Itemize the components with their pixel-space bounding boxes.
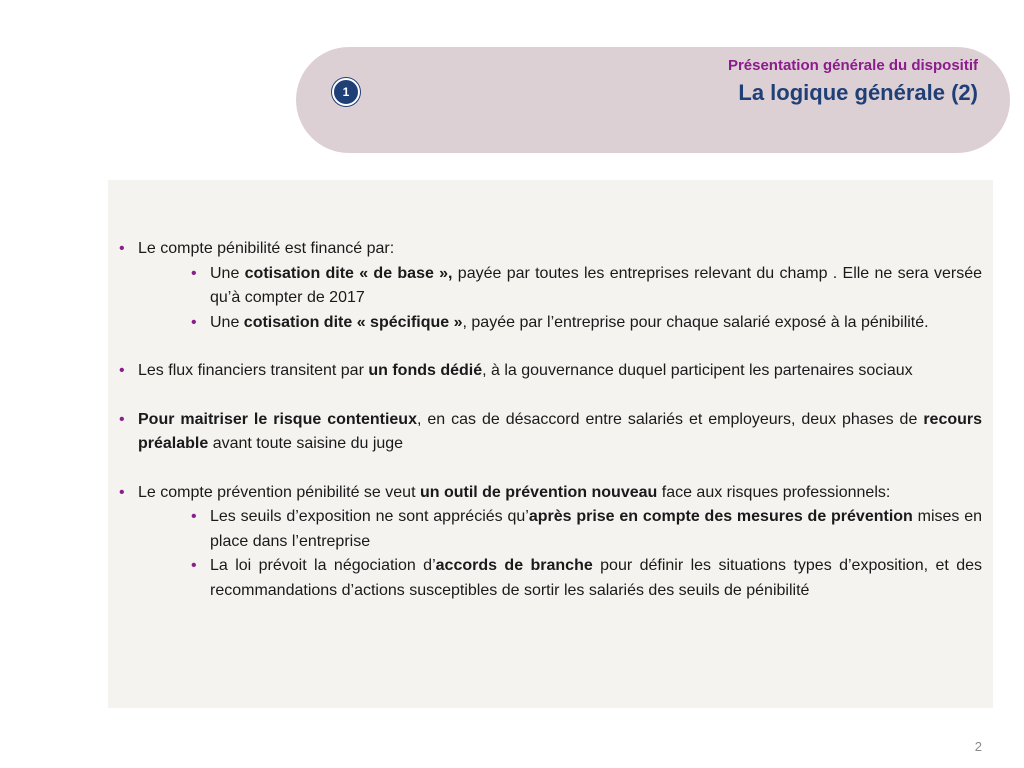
bullet-financing xyxy=(119,237,982,335)
sub-bullet-specific-contribution: • Une cotisation dite « spécifique », payée par l’entreprise pour chaque salarié exposé à la pénibilité. xyxy=(191,311,982,336)
emphasis: cotisation dite « spécifique » xyxy=(243,313,463,331)
bullet-financial-flows: • Les flux financiers transitent par un fonds dédié, à la gouvernance duquel participent les partenaires sociaux xyxy=(119,359,982,384)
emphasis: Pour maitriser le risque contentieux xyxy=(138,410,417,428)
emphasis: cotisation dite « de base », xyxy=(244,264,453,282)
emphasis: accords de branche xyxy=(435,557,593,574)
emphasis: un outil de prévention nouveau xyxy=(419,483,658,501)
section-subtitle: Présentation générale du dispositif xyxy=(727,57,978,74)
emphasis: après prise en compte des mesures de prévention xyxy=(528,508,913,525)
emphasis: un fonds dédié xyxy=(368,362,483,379)
emphasis: recours préalable xyxy=(138,410,983,452)
bullet-litigation-risk: • Pour maitriser le risque contentieux, en cas de désaccord entre salariés et employeurs, deux phases de recours préalable avant toute saisine du juge xyxy=(119,408,982,457)
sub-bullet-list xyxy=(138,262,982,336)
slide-title: La logique générale (2) xyxy=(738,80,978,105)
bullet-list xyxy=(119,237,982,603)
sub-bullet-exposure-thresholds: • Les seuils d’exposition ne sont appréciés qu’après prise en compte des mesures de prévention mises en place dans l’entreprise xyxy=(191,505,982,554)
content-panel xyxy=(108,180,993,708)
bullet-prevention-tool: • Le compte prévention pénibilité se veut un outil de prévention nouveau face aux risques professionnels: • Les seuils d’exposition ne sont appréciés qu’après prise en compte des mesures de prévention mises en place dans l’entreprise • La loi prévoit la négociation d’accords de branche pour définir les situations types d’exposition, et des recommandations d’actions susceptibles de sortir les salariés des seuils de pénibilité xyxy=(119,481,982,604)
sub-bullet-base-contribution: • Une cotisation dite « de base », payée par toutes les entreprises relevant du champ . Elle ne sera versée qu’à compter de 2017 xyxy=(191,262,982,311)
bullet-text: Le compte pénibilité est financé par: xyxy=(138,240,395,257)
page-number: 2 xyxy=(974,739,982,754)
sub-bullet-list xyxy=(138,505,982,603)
sub-bullet-branch-agreements: • La loi prévoit la négociation d’accords de branche pour définir les situations types d’exposition, et des recommandations d’actions susceptibles de sortir les salariés des seuils de pénibilité xyxy=(191,554,982,603)
section-number-badge: 1 xyxy=(332,78,360,106)
